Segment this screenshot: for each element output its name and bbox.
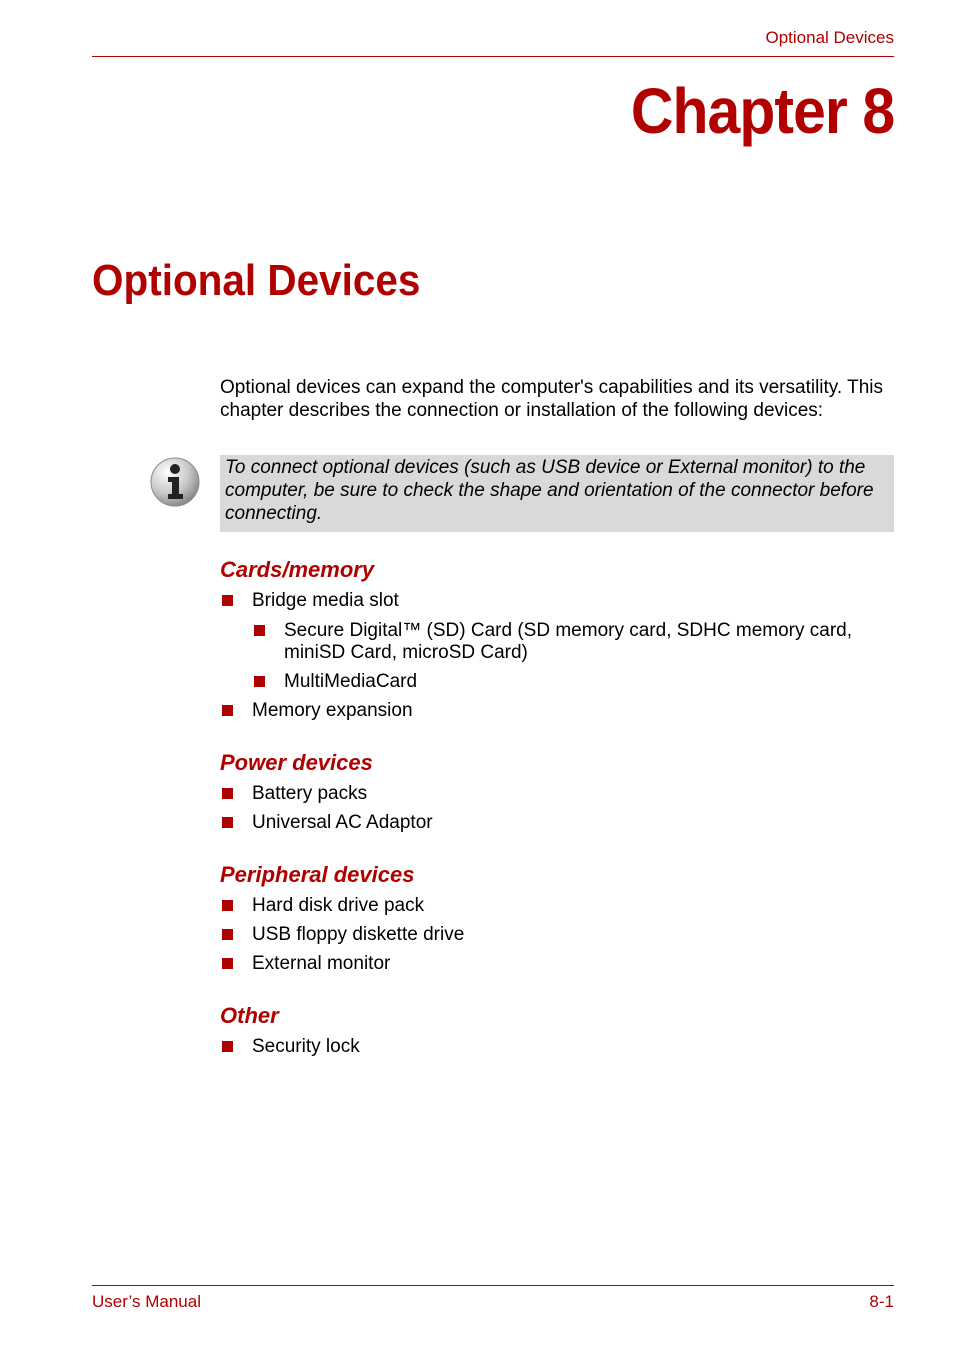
header-rule xyxy=(92,56,894,57)
square-bullet-icon xyxy=(254,625,265,636)
square-bullet-icon xyxy=(222,705,233,716)
footer-rule xyxy=(92,1285,894,1286)
info-icon xyxy=(149,456,201,508)
page-number: 8-1 xyxy=(869,1292,894,1311)
group-heading: Power devices xyxy=(220,750,373,775)
sub-list-item xyxy=(252,671,894,693)
list-item-label: Security lock xyxy=(252,1036,360,1057)
list-item-label: Bridge media slot xyxy=(252,590,399,611)
square-bullet-icon xyxy=(222,788,233,799)
list-item xyxy=(220,783,894,805)
list-item xyxy=(220,590,894,693)
list-item xyxy=(220,953,894,975)
list-item xyxy=(220,924,894,946)
square-bullet-icon xyxy=(222,817,233,828)
running-header: Optional Devices xyxy=(765,28,894,47)
list-item-label: Memory expansion xyxy=(252,700,413,721)
group-heading: Other xyxy=(220,1003,279,1028)
list-item-label: Battery packs xyxy=(252,783,368,804)
group-heading: Cards/memory xyxy=(220,557,375,582)
list-item-label: External monitor xyxy=(252,953,391,974)
bullet-list xyxy=(220,590,894,722)
device-group xyxy=(220,556,894,722)
square-bullet-icon xyxy=(222,1041,233,1052)
footer-manual-title: User’s Manual xyxy=(92,1292,201,1311)
section-title: Optional Devices xyxy=(92,256,421,305)
square-bullet-icon xyxy=(254,676,265,687)
square-bullet-icon xyxy=(222,900,233,911)
intro-paragraph: Optional devices can expand the computer's capabilities and its versatility. This chapter describes the connection or installation of the following devices: xyxy=(220,377,883,421)
sub-list-item-label: Secure Digital™ (SD) Card (SD memory card, SDHC memory card, miniSD Card, microSD Card) xyxy=(284,620,853,663)
bullet-list xyxy=(220,783,894,834)
sub-list-item-label: MultiMediaCard xyxy=(284,671,418,692)
device-list xyxy=(220,556,894,1085)
list-item-label: USB floppy diskette drive xyxy=(252,924,465,945)
square-bullet-icon xyxy=(222,958,233,969)
bullet-list xyxy=(220,1036,894,1058)
chapter-title: Chapter 8 xyxy=(630,75,894,147)
list-item-label: Universal AC Adaptor xyxy=(252,812,433,833)
list-item xyxy=(220,1036,894,1058)
note-box: To connect optional devices (such as USB device or External monitor) to the computer, be sure to check the shape and orientation of the connector before connecting. xyxy=(220,455,894,532)
device-group xyxy=(220,861,894,975)
device-group xyxy=(220,1002,894,1058)
list-item-label: Hard disk drive pack xyxy=(252,895,425,916)
square-bullet-icon xyxy=(222,595,233,606)
bullet-list xyxy=(220,895,894,975)
list-item xyxy=(220,895,894,917)
list-item xyxy=(220,700,894,722)
sub-list-item xyxy=(252,620,894,664)
square-bullet-icon xyxy=(222,929,233,940)
device-group xyxy=(220,749,894,834)
sub-bullet-list xyxy=(252,620,894,693)
group-heading: Peripheral devices xyxy=(220,862,415,887)
list-item xyxy=(220,812,894,834)
